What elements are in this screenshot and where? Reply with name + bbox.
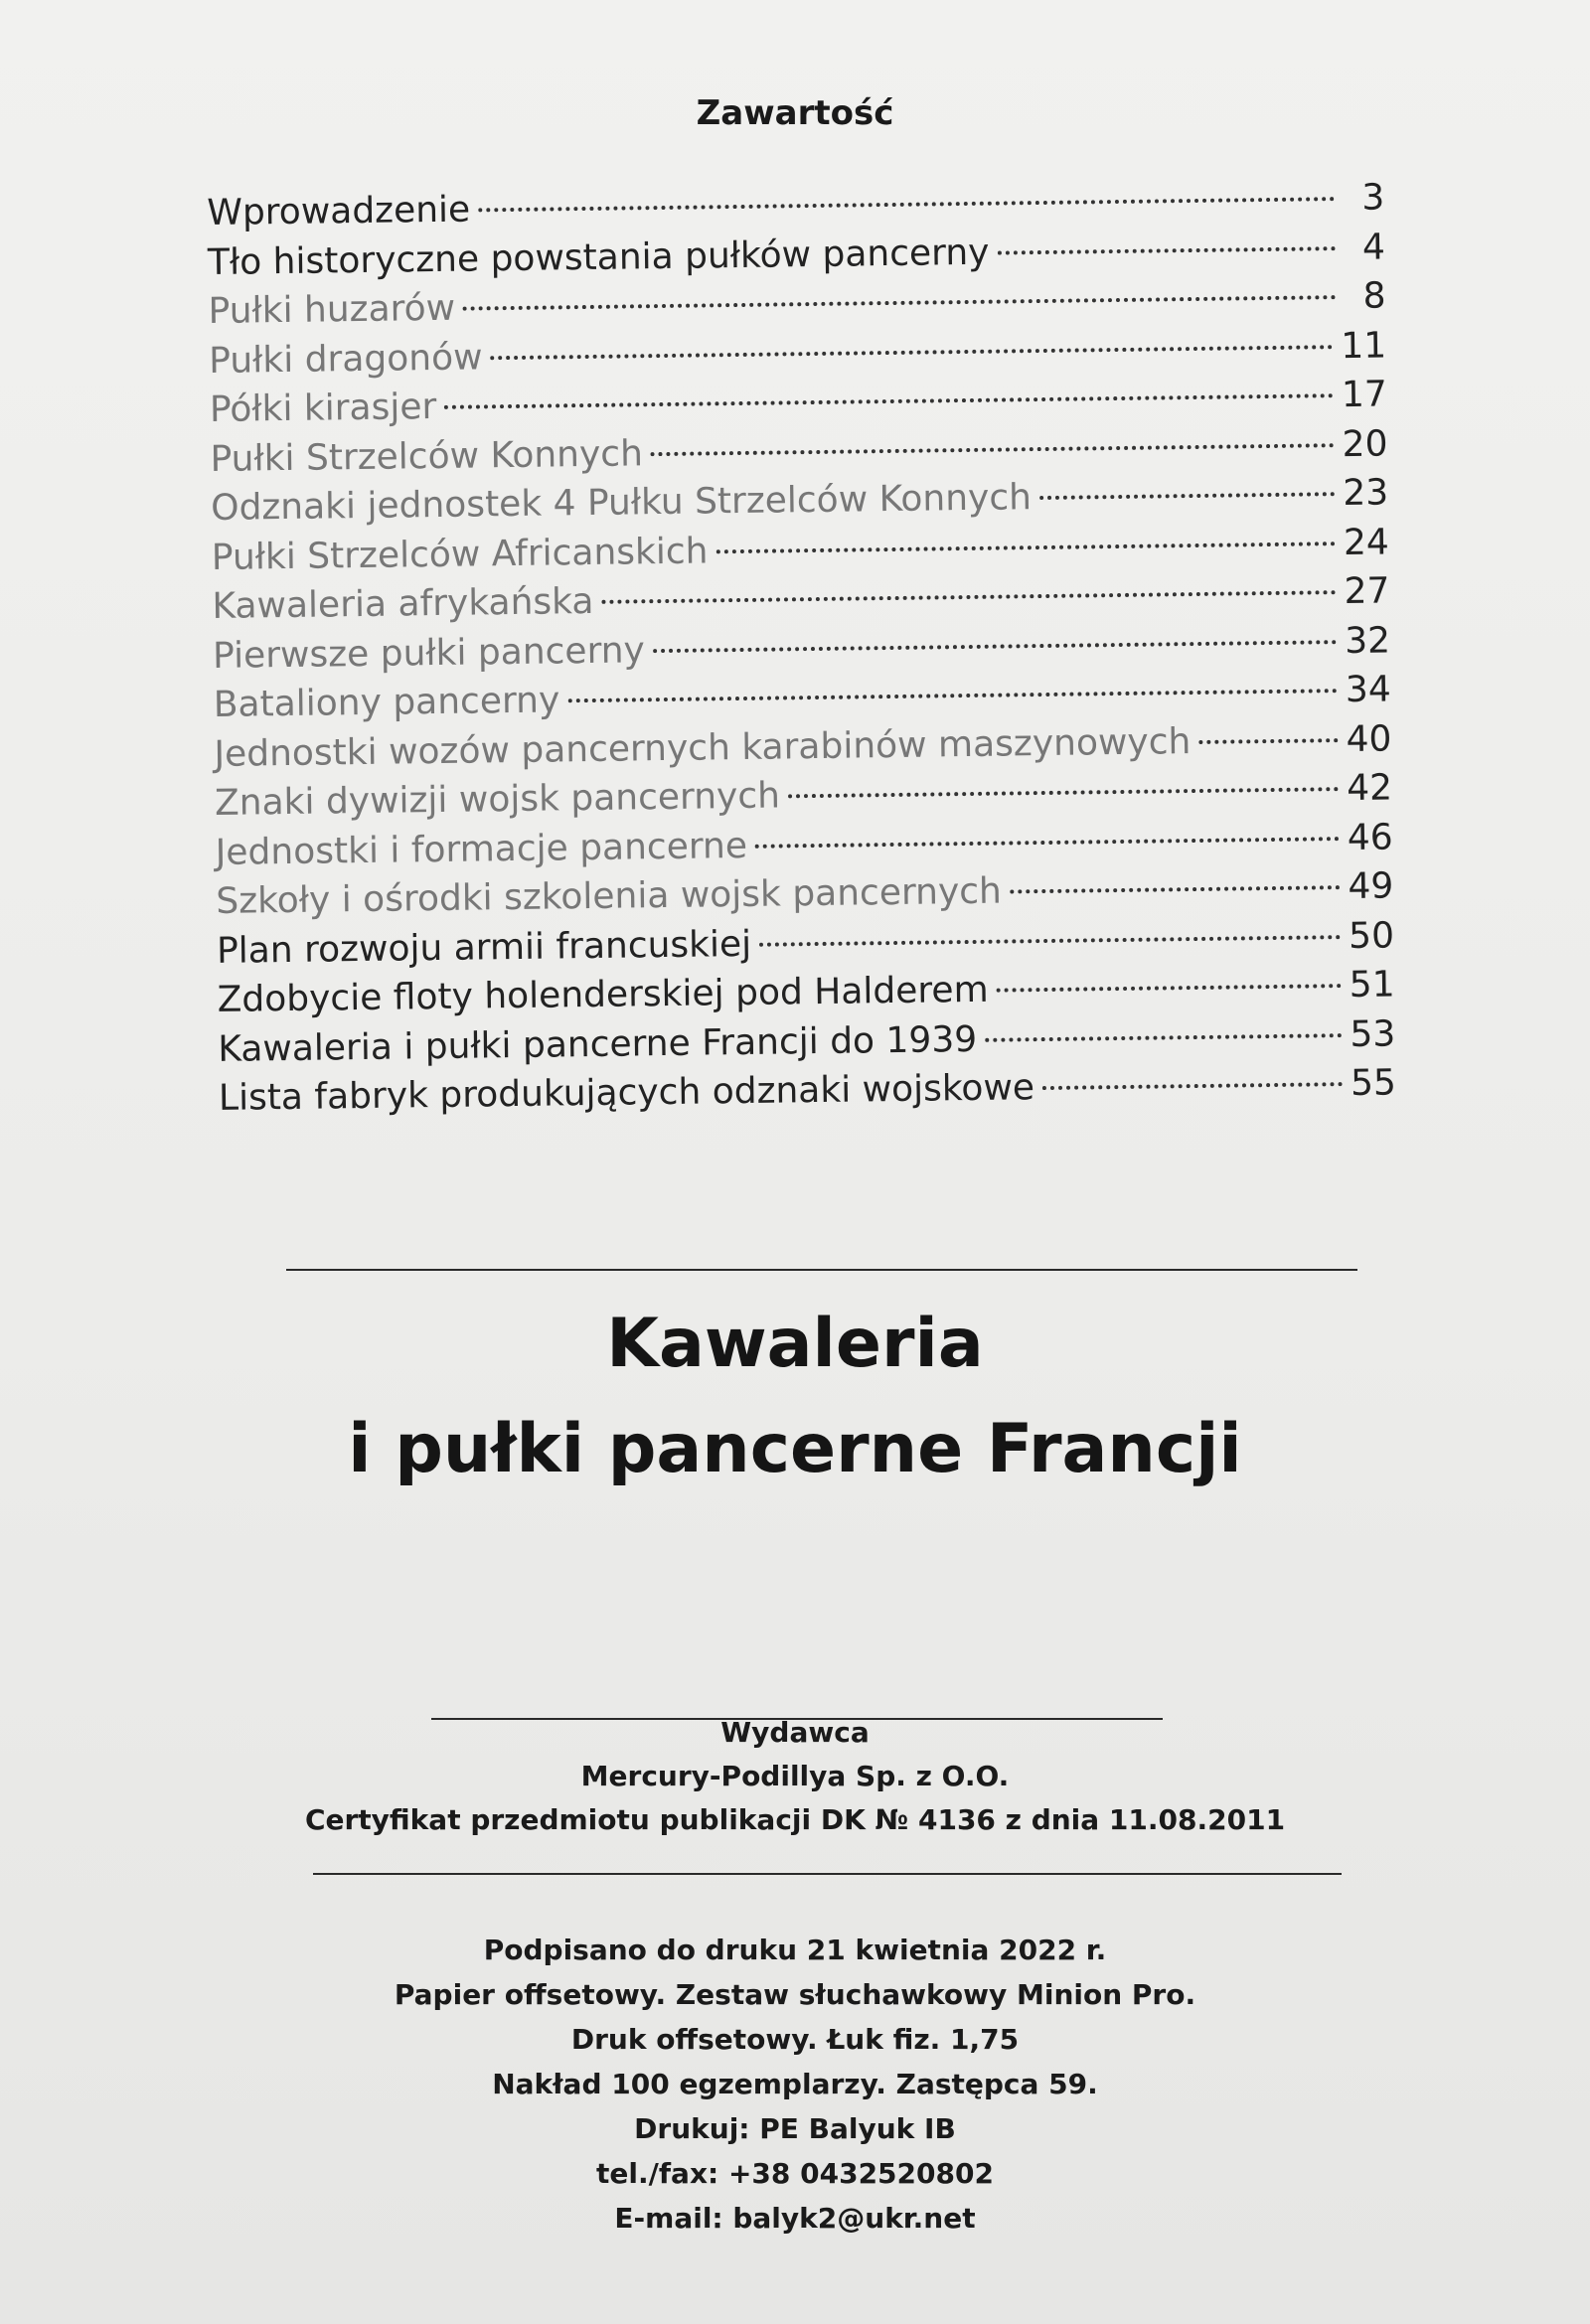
- toc-leader-dots: [463, 295, 1336, 310]
- divider-rule: [286, 1269, 1357, 1271]
- toc-entry-page: 20: [1342, 422, 1388, 465]
- toc-leader-dots: [1198, 738, 1338, 744]
- toc-entry-title: Pułki Strzelców Africanskich: [211, 530, 709, 578]
- toc-entry-title: Pułki Strzelców Konnych: [210, 432, 644, 480]
- book-title-line: i pułki pancerne Francji: [348, 1410, 1242, 1488]
- colophon-line: Drukuj: PE Balyuk IB: [634, 2112, 956, 2145]
- toc-entry-page: 42: [1346, 767, 1393, 810]
- toc-entry-title: Bataliony pancerny: [213, 680, 560, 725]
- book-title-line: Kawaleria: [606, 1305, 984, 1383]
- toc-entry-title: Plan rozwoju armii francuskiej: [216, 923, 752, 972]
- toc-leader-dots: [1042, 1082, 1343, 1090]
- toc-entry-page: 24: [1343, 521, 1390, 563]
- toc-leader-dots: [997, 246, 1336, 254]
- toc-leader-dots: [1010, 885, 1341, 893]
- toc-leader-dots: [759, 935, 1341, 947]
- toc-entry-page: 40: [1346, 717, 1392, 760]
- toc-entry-title: Kawaleria afrykańska: [212, 580, 594, 627]
- toc-entry-page: 8: [1362, 275, 1386, 317]
- toc-entry-page: 34: [1345, 669, 1391, 711]
- toc-entry-page: 51: [1349, 964, 1395, 1007]
- toc-leader-dots: [755, 837, 1340, 849]
- colophon-block: [0, 1928, 1590, 2241]
- publisher-name: Mercury-Podillya Sp. z O.O.: [580, 1760, 1010, 1792]
- divider-rule: [313, 1873, 1342, 1875]
- toc-entry-page: 4: [1361, 226, 1386, 268]
- toc-entry-title: Zdobycie floty holenderskiej pod Halderem: [217, 969, 989, 1020]
- colophon-line: Papier offsetowy. Zestaw słuchawkowy Minion Pro.: [394, 1978, 1196, 2011]
- toc-heading: Zawartość: [696, 93, 894, 133]
- toc-leader-dots: [444, 393, 1334, 409]
- colophon-line: tel./fax: +38 0432520802: [596, 2157, 994, 2190]
- toc-leader-dots: [788, 787, 1339, 798]
- toc-entry-title: Znaki dywizji wojsk pancernych: [214, 775, 781, 824]
- publisher-label: Wydawca: [720, 1716, 870, 1749]
- toc-entry-title: Lista fabryk produkujących odznaki wojskowe: [218, 1067, 1035, 1119]
- toc-leader-dots: [651, 443, 1335, 456]
- toc-entry-page: 50: [1348, 914, 1395, 957]
- toc-entry-page: 55: [1350, 1062, 1397, 1105]
- toc-entry-page: 17: [1341, 374, 1388, 416]
- toc-entry-title: Jednostki i formacje pancerne: [215, 825, 748, 873]
- colophon-line: E-mail: balyk2@ukr.net: [614, 2202, 976, 2235]
- toc-leader-dots: [653, 640, 1337, 653]
- toc-entry-title: Pierwsze pułki pancerny: [212, 629, 646, 677]
- toc-entry-title: Półki kirasjer: [209, 386, 437, 430]
- colophon-line: Podpisano do druku 21 kwietnia 2022 r.: [483, 1934, 1107, 1966]
- colophon-line: Nakład 100 egzemplarzy. Zastępca 59.: [492, 2068, 1098, 2100]
- toc-leader-dots: [1039, 492, 1335, 500]
- toc-leader-dots: [567, 689, 1338, 702]
- toc-entry-page: 32: [1344, 619, 1391, 662]
- publication-certificate: Certyfikat przedmiotu publikacji DK № 4136 z dnia 11.08.2011: [304, 1803, 1286, 1836]
- toc-leader-dots: [997, 984, 1342, 993]
- toc-entry-page: 3: [1361, 177, 1385, 219]
- toc-entry-title: Odznaki jednostek 4 Pułku Strzelców Konnych: [210, 477, 1033, 529]
- toc-entry-title: Tło historyczne powstania pułków pancerny: [207, 232, 990, 283]
- toc-entry-page: 23: [1343, 472, 1389, 515]
- toc-entry-title: Pułki dragonów: [208, 336, 483, 382]
- toc-entry-title: Wprowadzenie: [207, 189, 471, 233]
- table-of-contents: [207, 173, 1396, 1123]
- toc-entry-title: Szkoły i ośrodki szkolenia wojsk pancernych: [216, 870, 1003, 922]
- toc-leader-dots: [985, 1033, 1342, 1042]
- colophon-line: Druk offsetowy. Łuk fiz. 1,75: [570, 2023, 1020, 2056]
- toc-leader-dots: [478, 197, 1335, 212]
- toc-entry-page: 46: [1347, 816, 1393, 858]
- toc-entry-page: 27: [1344, 570, 1390, 613]
- toc-leader-dots: [491, 345, 1334, 360]
- toc-leader-dots: [601, 590, 1336, 604]
- book-title: [0, 1292, 1590, 1502]
- toc-leader-dots: [716, 542, 1336, 553]
- publisher-block: [0, 1711, 1590, 1842]
- toc-entry-title: Kawaleria i pułki pancerne Francji do 1939: [218, 1018, 978, 1070]
- toc-entry-title: Pułki huzarów: [208, 287, 456, 332]
- toc-entry-page: 53: [1350, 1012, 1396, 1055]
- toc-entry-page: 49: [1348, 865, 1394, 908]
- toc-entry-title: Jednostki wozów pancernych karabinów maszynowych: [214, 720, 1192, 775]
- toc-entry-page: 11: [1341, 324, 1387, 367]
